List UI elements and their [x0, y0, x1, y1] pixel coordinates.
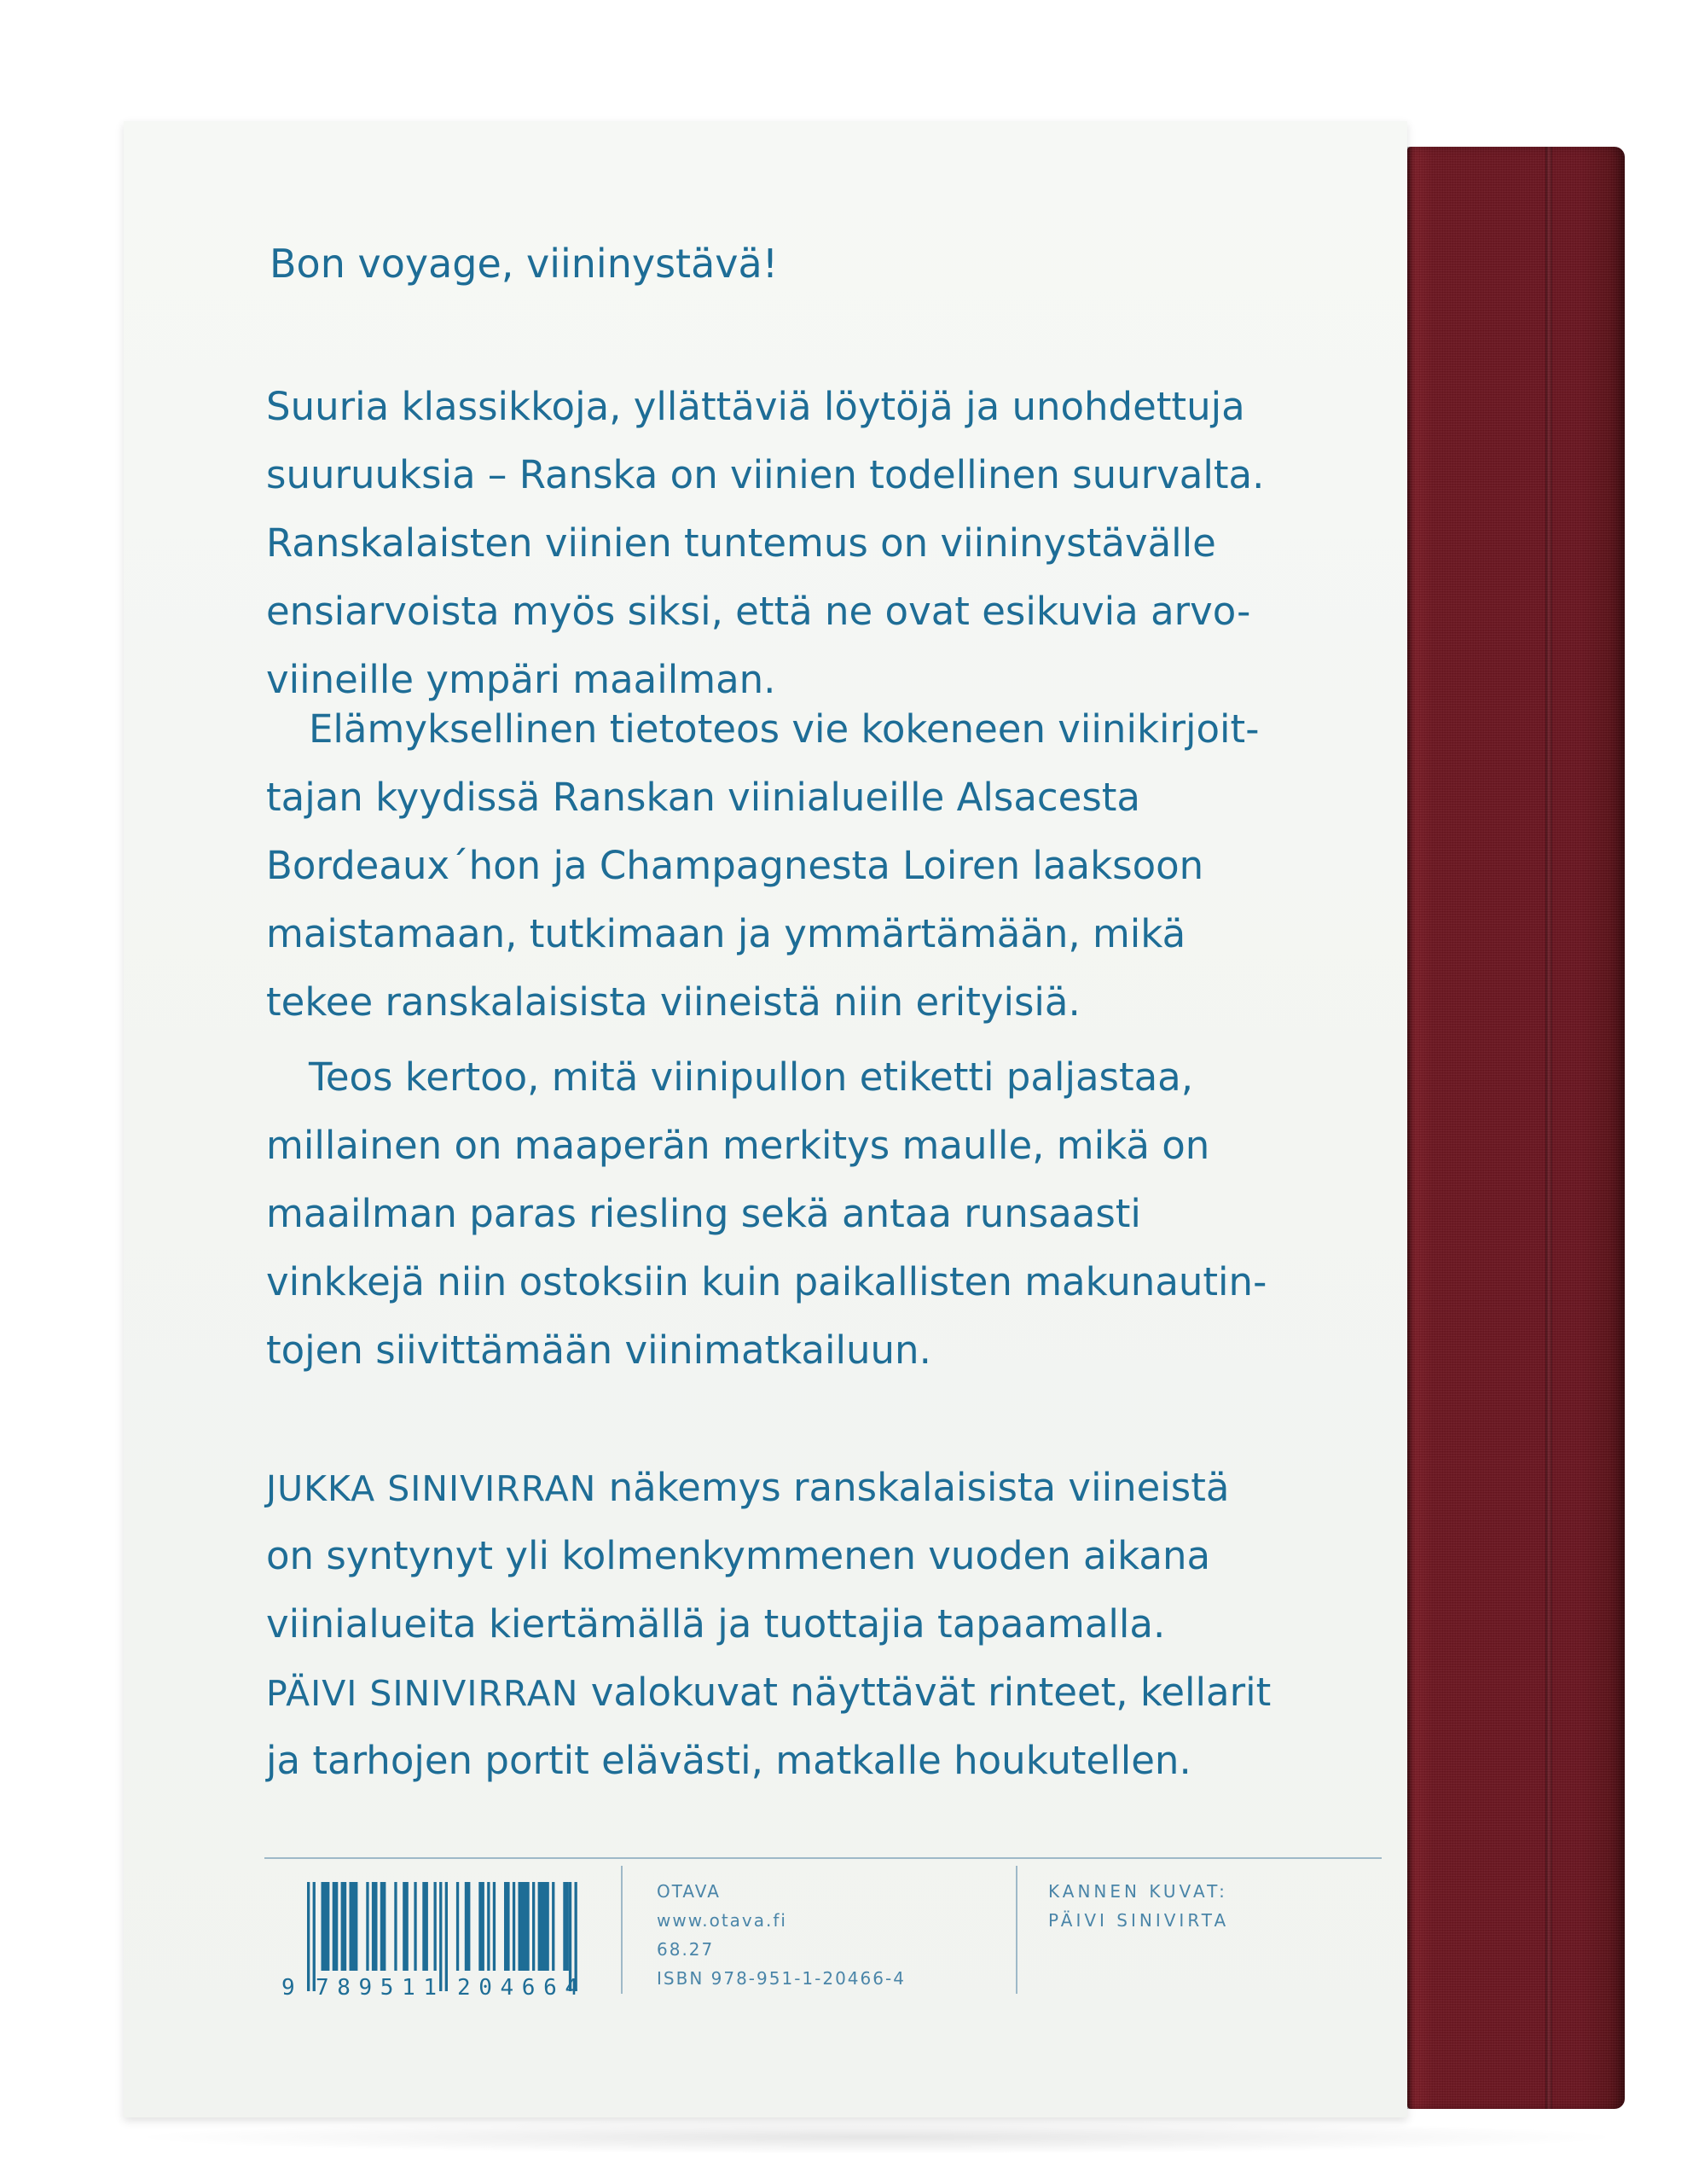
- barcode-bar: [513, 1882, 515, 1971]
- text-line: Suuria klassikkoja, yllättäviä löytöjä ja unohdettuja: [266, 384, 1245, 429]
- credits-photographer: PÄIVI SINIVIRTA: [1048, 1910, 1230, 1931]
- barcode-bar: [504, 1882, 510, 1971]
- barcode-bar: [414, 1882, 416, 1971]
- text-line: vinkkejä niin ostoksiin kuin paikallisten makunautin-: [266, 1259, 1267, 1304]
- book: [124, 121, 1625, 2117]
- text-line: Ranskalaisten viinien tuntemus on viininystävälle: [266, 520, 1216, 566]
- barcode-bar: [372, 1882, 378, 1971]
- barcode-bar: [380, 1882, 386, 1971]
- text-line: Bordeaux´hon ja Champagnesta Loiren laaksoon: [266, 843, 1204, 888]
- paragraph-contents: [266, 1043, 1267, 1385]
- author-bio: [266, 1454, 1271, 1795]
- text-line: suuruuksia – Ranska on viinien todellinen suurvalta.: [266, 452, 1265, 497]
- barcode-bar: [307, 1882, 310, 1991]
- text-line: tekee ranskalaisista viineistä niin erityisiä.: [266, 979, 1081, 1025]
- vertical-divider: [1016, 1866, 1017, 1994]
- isbn-barcode: [281, 1879, 606, 1998]
- paragraph-description: [266, 695, 1259, 1037]
- text-line: maailman paras riesling sekä antaa runsaasti: [266, 1191, 1141, 1236]
- barcode-bar: [322, 1882, 330, 1971]
- text-line: tajan kyydissä Ranskan viinialueille Alsacesta: [266, 775, 1141, 820]
- text-line: Teos kertoo, mitä viinipullon etiketti paljastaa,: [309, 1054, 1194, 1100]
- barcode-bar: [403, 1882, 409, 1971]
- author-name: JUKKA SINIVIRRAN: [266, 1468, 597, 1509]
- barcode-bar: [456, 1882, 459, 1971]
- barcode-bar: [465, 1882, 471, 1971]
- barcode-bar: [478, 1882, 484, 1971]
- barcode-bar: [538, 1882, 549, 1971]
- barcode-bar: [552, 1882, 554, 1971]
- cloth-spine: [1407, 147, 1625, 2109]
- barcode-digits-right: 204664: [457, 1975, 578, 1998]
- barcode-bar: [563, 1882, 569, 1971]
- text-line: [266, 1454, 1271, 1522]
- text-line: tojen siivittämään viinimatkailuun.: [266, 1327, 931, 1373]
- barcode-graphic: [281, 1879, 606, 1998]
- text-fragment: näkemys ranskalaisista viineistä: [596, 1465, 1230, 1510]
- barcode-digits-left: 789511: [316, 1975, 437, 1998]
- publisher-website[interactable]: www.otava.fi: [657, 1910, 787, 1931]
- back-cover-heading: Bon voyage, viininystävä!: [270, 241, 779, 287]
- text-line: maistamaan, tutkimaan ja ymmärtämään, mikä: [266, 911, 1186, 956]
- text-line: ja tarhojen portit elävästi, matkalle houkutellen.: [266, 1738, 1191, 1783]
- barcode-bar: [366, 1882, 368, 1971]
- photographer-name: PÄIVI SINIVIRRAN: [266, 1673, 579, 1714]
- isbn-number: ISBN 978-951-1-20466-4: [657, 1968, 906, 1989]
- spine-groove: [1545, 147, 1552, 2109]
- spine-hinge: [1407, 147, 1412, 2109]
- barcode-bar: [445, 1882, 448, 1991]
- barcode-bar: [439, 1882, 442, 1991]
- barcode-bar: [532, 1882, 535, 1971]
- vertical-divider: [621, 1866, 623, 1994]
- text-fragment: valokuvat näyttävät rinteet, kellarit: [578, 1670, 1272, 1715]
- paragraph-intro: [266, 373, 1264, 714]
- credits-label: KANNEN KUVAT:: [1048, 1881, 1228, 1902]
- barcode-bar: [422, 1882, 428, 1971]
- text-line: viinialueita kiertämällä ja tuottajia tapaamalla.: [266, 1601, 1166, 1647]
- book-shadow: [126, 2120, 1627, 2154]
- barcode-bar: [394, 1882, 397, 1971]
- text-line: ensiarvoista myös siksi, että ne ovat esikuvia arvo-: [266, 589, 1251, 634]
- barcode-bar: [341, 1882, 347, 1971]
- publisher-name: OTAVA: [657, 1881, 721, 1902]
- footer-divider: [264, 1857, 1382, 1859]
- barcode-digit: 9: [281, 1975, 295, 1998]
- barcode-bar: [519, 1882, 530, 1971]
- classification-code: 68.27: [657, 1939, 715, 1960]
- barcode-bar: [493, 1882, 496, 1971]
- barcode-bar: [333, 1882, 339, 1971]
- text-line: on syntynyt yli kolmenkymmenen vuoden aikana: [266, 1533, 1211, 1578]
- barcode-bar: [350, 1882, 358, 1971]
- text-line: millainen on maaperän merkitys maulle, mikä on: [266, 1123, 1210, 1168]
- barcode-bar: [487, 1882, 490, 1971]
- back-cover: [124, 121, 1407, 2117]
- publisher-info: [657, 1877, 906, 1993]
- barcode-bar: [434, 1882, 437, 1971]
- text-line: viineille ympäri maailman.: [266, 657, 776, 702]
- text-line: [266, 1658, 1271, 1727]
- text-line: Elämyksellinen tietoteos vie kokeneen viinikirjoit-: [309, 706, 1260, 752]
- cover-photo-credits: [1048, 1877, 1229, 1935]
